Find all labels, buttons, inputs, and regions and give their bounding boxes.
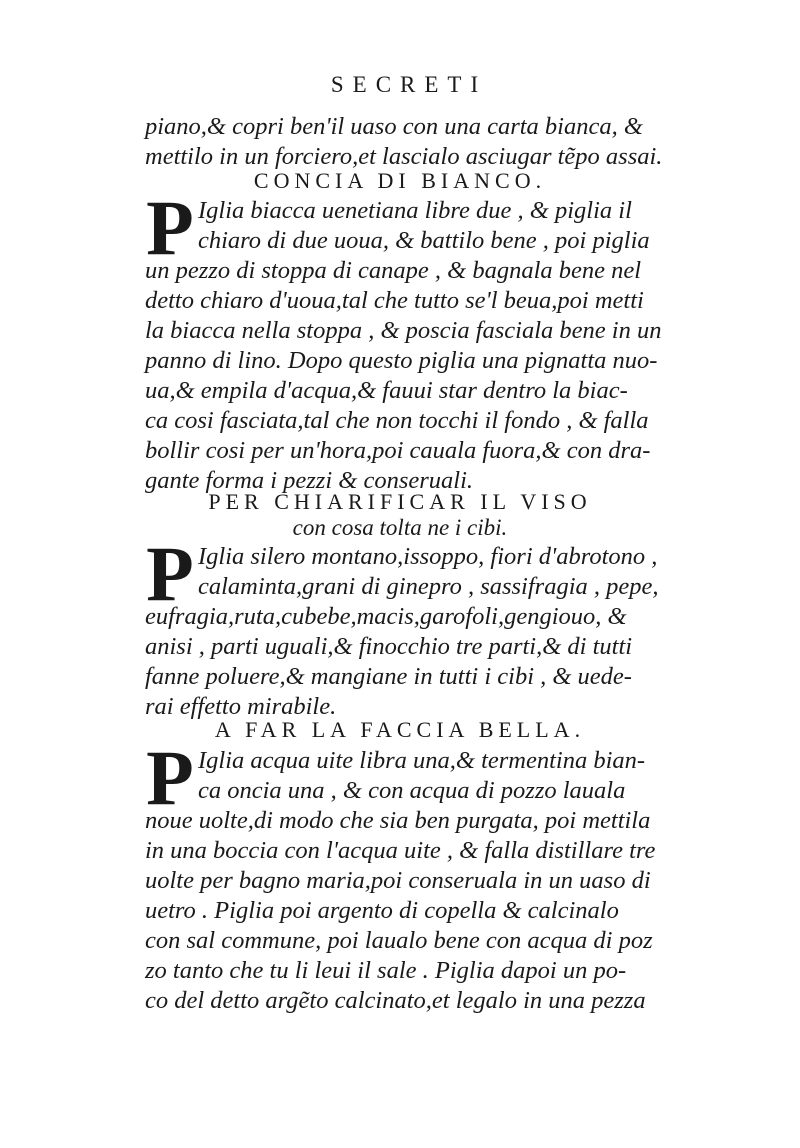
text-line: un pezzo di stoppa di canape , & bagnala bene nel [145,257,642,284]
text-line: uetro . Piglia poi argento di copella & calcinalo [145,897,619,924]
text-line: calaminta,grani di ginepro , sassifragia , pepe, [198,573,659,600]
section-heading-faccia: A FAR LA FACCIA BELLA. [214,717,586,742]
text-line: noue uolte,di modo che sia ben purgata, poi mettila [145,807,651,834]
text-line: in una boccia con l'acqua uite , & falla distillare tre [145,837,656,864]
text-line: gante forma i pezzi & conseruali. [145,467,474,494]
text-line: co del detto argẽto calcinato,et legalo in una pezza [145,987,646,1014]
text-line: fanne poluere,& mangiane in tutti i cibi , & uede- [145,663,632,690]
section-subheading: con cosa tolta ne i cibi. [292,515,508,540]
running-title: SECRETI [330,72,488,97]
text-line: chiaro di due uoua, & battilo bene , poi piglia [198,227,650,254]
drop-cap-initial: P [146,184,194,271]
text-line: ca oncia una , & con acqua di pozzo lauala [198,777,626,804]
text-line: Iglia silero montano,issoppo, fiori d'abrotono , [198,543,658,570]
text-line: detto chiaro d'uoua,tal che tutto se'l beua,poi metti [145,287,644,314]
drop-cap-initial: P [146,530,194,617]
text-line: anisi , parti uguali,& finocchio tre parti,& di tutti [145,633,633,660]
text-line: ca cosi fasciata,tal che non tocchi il fondo , & falla [145,407,649,434]
text-line: la biacca nella stoppa , & poscia fasciala bene in un [145,317,662,344]
text-line: uolte per bagno maria,poi conseruala in un uaso di [145,867,651,894]
section-heading-viso: PER CHIARIFICAR IL VISO [208,489,592,514]
text-line: mettilo in un forciero,et lascialo asciugar tẽpo assai. [145,143,663,170]
text-line: ua,& empila d'acqua,& fauui star dentro la biac- [145,377,628,404]
text-line: eufragia,ruta,cubebe,macis,garofoli,gengiouo, & [145,603,627,630]
drop-cap-initial: P [146,734,194,821]
section-heading-concia: CONCIA DI BIANCO. [253,168,547,193]
text-line: con sal commune, poi laualo bene con acqua di poz [145,927,653,954]
text-line: Iglia acqua uite libra una,& termentina bian- [198,747,646,774]
text-line: piano,& copri ben'il uaso con una carta bianca, & [145,113,643,140]
text-line: panno di lino. Dopo questo piglia una pignatta nuo- [145,347,658,374]
text-line: bollir cosi per un'hora,poi cauala fuora,& con dra- [145,437,651,464]
text-line: rai effetto mirabile. [145,693,337,720]
text-line: Iglia biacca uenetiana libre due , & piglia il [198,197,632,224]
text-line: zo tanto che tu li leui il sale . Piglia dapoi un po- [145,957,627,984]
